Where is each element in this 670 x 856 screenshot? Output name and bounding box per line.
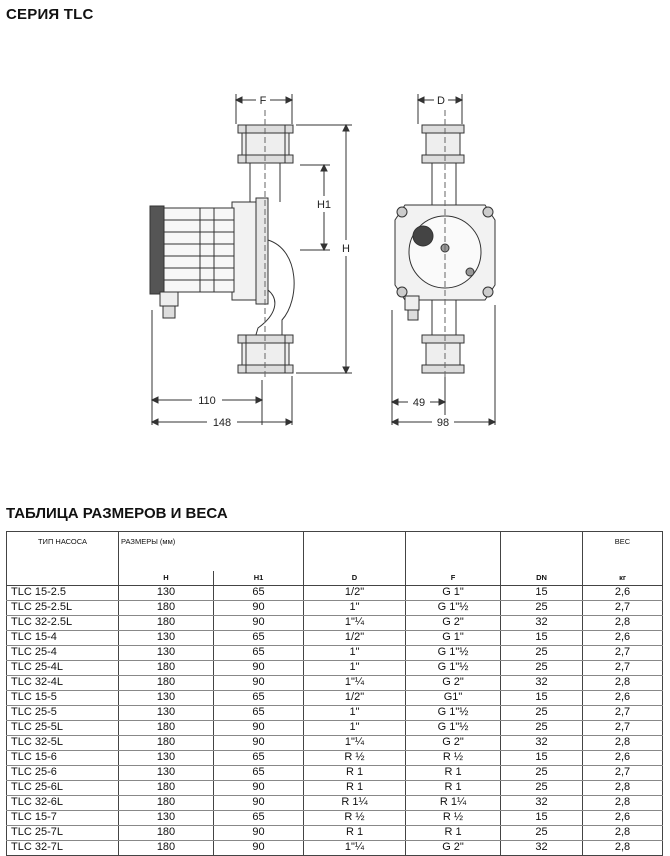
weight-cell: 2,8 (583, 840, 663, 855)
pump-type-cell: TLC 25-6 (7, 765, 119, 780)
dn-cell: 32 (501, 675, 583, 690)
weight-cell: 2,8 (583, 825, 663, 840)
dim-label-148: 148 (212, 417, 232, 429)
h1-cell: 90 (214, 840, 304, 855)
pump-type-cell: TLC 32-6L (7, 795, 119, 810)
dimensions-weight-table (6, 531, 663, 856)
f-cell: G 2" (406, 675, 501, 690)
d-cell: 1"¼ (304, 735, 406, 750)
weight-cell: 2,6 (583, 810, 663, 825)
f-cell: G 1" (406, 585, 501, 600)
pump-type-cell: TLC 15-5 (7, 690, 119, 705)
h-cell: 180 (119, 615, 214, 630)
dn-cell: 25 (501, 705, 583, 720)
d-cell: 1" (304, 720, 406, 735)
pump-type-cell: TLC 25-6L (7, 780, 119, 795)
table-title: ТАБЛИЦА РАЗМЕРОВ И ВЕСА (6, 505, 228, 522)
weight-cell: 2,7 (583, 705, 663, 720)
table-row (7, 765, 663, 780)
pump-type-cell: TLC 32-2.5L (7, 615, 119, 630)
f-cell: G 1"½ (406, 660, 501, 675)
dn-cell: 25 (501, 765, 583, 780)
dn-cell: 25 (501, 600, 583, 615)
h-cell: 130 (119, 750, 214, 765)
table-row (7, 585, 663, 600)
h-cell: 180 (119, 825, 214, 840)
weight-cell: 2,6 (583, 585, 663, 600)
weight-cell: 2,8 (583, 615, 663, 630)
h-cell: 180 (119, 795, 214, 810)
pump-type-cell: TLC 25-5L (7, 720, 119, 735)
f-cell: G 1"½ (406, 600, 501, 615)
pump-type-cell: TLC 15-7 (7, 810, 119, 825)
weight-cell: 2,7 (583, 600, 663, 615)
col-f: F (406, 571, 501, 585)
h1-cell: 65 (214, 645, 304, 660)
dn-cell: 32 (501, 735, 583, 750)
pump-type-cell: TLC 25-4L (7, 660, 119, 675)
table-row (7, 840, 663, 855)
d-cell: 1"¼ (304, 675, 406, 690)
table-row (7, 690, 663, 705)
h1-cell: 90 (214, 735, 304, 750)
h-cell: 180 (119, 735, 214, 750)
h1-cell: 65 (214, 630, 304, 645)
h-cell: 130 (119, 765, 214, 780)
table-row (7, 645, 663, 660)
h1-cell: 90 (214, 660, 304, 675)
dn-cell: 15 (501, 630, 583, 645)
f-cell: R 1 (406, 825, 501, 840)
h-cell: 130 (119, 645, 214, 660)
h1-cell: 65 (214, 765, 304, 780)
pump-type-cell: TLC 25-4 (7, 645, 119, 660)
weight-cell: 2,8 (583, 795, 663, 810)
weight-cell: 2,7 (583, 765, 663, 780)
dim-label-h1: H1 (316, 199, 332, 211)
d-cell: 1"¼ (304, 840, 406, 855)
d-cell: R ½ (304, 750, 406, 765)
f-cell: G 2" (406, 615, 501, 630)
table-row (7, 600, 663, 615)
h-cell: 180 (119, 720, 214, 735)
f-cell: G 1"½ (406, 645, 501, 660)
weight-cell: 2,6 (583, 690, 663, 705)
f-cell: G 2" (406, 735, 501, 750)
h1-cell: 90 (214, 615, 304, 630)
d-cell: R 1 (304, 825, 406, 840)
pump-type-cell: TLC 32-4L (7, 675, 119, 690)
dn-cell: 15 (501, 690, 583, 705)
dim-label-d: D (437, 95, 445, 107)
h1-cell: 65 (214, 585, 304, 600)
d-cell: R 1¼ (304, 795, 406, 810)
header-weight: ВЕС (583, 532, 663, 572)
f-cell: G 1"½ (406, 705, 501, 720)
col-kg: кг (583, 571, 663, 585)
table-row (7, 810, 663, 825)
col-d: D (304, 571, 406, 585)
d-cell: R 1 (304, 765, 406, 780)
h-cell: 130 (119, 585, 214, 600)
header-pump-type: ТИП НАСОСА (7, 532, 119, 572)
h-cell: 130 (119, 810, 214, 825)
f-cell: G 1" (406, 630, 501, 645)
weight-cell: 2,7 (583, 720, 663, 735)
dim-label-110: 110 (198, 395, 216, 407)
table-row (7, 660, 663, 675)
f-cell: R ½ (406, 750, 501, 765)
weight-cell: 2,8 (583, 780, 663, 795)
weight-cell: 2,7 (583, 660, 663, 675)
col-h: H (119, 571, 214, 585)
weight-cell: 2,8 (583, 675, 663, 690)
h1-cell: 90 (214, 720, 304, 735)
dn-cell: 32 (501, 795, 583, 810)
h-cell: 180 (119, 780, 214, 795)
table-row (7, 795, 663, 810)
d-cell: R ½ (304, 810, 406, 825)
f-cell: G 2" (406, 840, 501, 855)
table-row (7, 705, 663, 720)
table-row (7, 825, 663, 840)
h1-cell: 90 (214, 675, 304, 690)
h-cell: 130 (119, 690, 214, 705)
dim-label-f: F (259, 95, 267, 107)
pump-dimension-drawing (0, 80, 670, 440)
pump-type-cell: TLC 15-2.5 (7, 585, 119, 600)
h1-cell: 65 (214, 750, 304, 765)
d-cell: 1" (304, 600, 406, 615)
table-row (7, 630, 663, 645)
h1-cell: 90 (214, 795, 304, 810)
d-cell: 1" (304, 705, 406, 720)
col-h1: H1 (214, 571, 304, 585)
dn-cell: 15 (501, 585, 583, 600)
h-cell: 180 (119, 600, 214, 615)
d-cell: 1/2" (304, 690, 406, 705)
weight-cell: 2,7 (583, 645, 663, 660)
h1-cell: 65 (214, 705, 304, 720)
weight-cell: 2,8 (583, 735, 663, 750)
pump-side-view (150, 125, 294, 373)
h1-cell: 90 (214, 600, 304, 615)
h1-cell: 90 (214, 780, 304, 795)
dim-label-h: H (342, 243, 350, 255)
f-cell: R 1 (406, 780, 501, 795)
d-cell: 1/2" (304, 585, 406, 600)
f-cell: R 1¼ (406, 795, 501, 810)
pump-type-cell: TLC 32-5L (7, 735, 119, 750)
d-cell: 1" (304, 645, 406, 660)
pump-type-cell: TLC 15-6 (7, 750, 119, 765)
pump-type-cell: TLC 15-4 (7, 630, 119, 645)
f-cell: R ½ (406, 810, 501, 825)
pump-type-cell: TLC 25-5 (7, 705, 119, 720)
dn-cell: 25 (501, 720, 583, 735)
table-row (7, 735, 663, 750)
f-cell: R 1 (406, 765, 501, 780)
d-cell: 1/2" (304, 630, 406, 645)
pump-type-cell: TLC 25-7L (7, 825, 119, 840)
table-row (7, 615, 663, 630)
dn-cell: 15 (501, 810, 583, 825)
d-cell: R 1 (304, 780, 406, 795)
dn-cell: 25 (501, 660, 583, 675)
dn-cell: 25 (501, 645, 583, 660)
pump-type-cell: TLC 25-2.5L (7, 600, 119, 615)
weight-cell: 2,6 (583, 630, 663, 645)
dim-label-98: 98 (436, 417, 450, 429)
d-cell: 1" (304, 660, 406, 675)
series-title: СЕРИЯ TLC (6, 6, 94, 23)
dn-cell: 32 (501, 840, 583, 855)
h1-cell: 65 (214, 810, 304, 825)
f-cell: G 1"½ (406, 720, 501, 735)
col-dn: DN (501, 571, 583, 585)
weight-cell: 2,6 (583, 750, 663, 765)
h-cell: 130 (119, 630, 214, 645)
dn-cell: 32 (501, 615, 583, 630)
h-cell: 180 (119, 675, 214, 690)
dn-cell: 15 (501, 750, 583, 765)
h-cell: 130 (119, 705, 214, 720)
table-row (7, 720, 663, 735)
dn-cell: 25 (501, 780, 583, 795)
h1-cell: 65 (214, 690, 304, 705)
h-cell: 180 (119, 840, 214, 855)
table-row (7, 780, 663, 795)
f-cell: G1" (406, 690, 501, 705)
header-sizes: РАЗМЕРЫ (мм) (119, 532, 304, 572)
h-cell: 180 (119, 660, 214, 675)
h1-cell: 90 (214, 825, 304, 840)
dn-cell: 25 (501, 825, 583, 840)
pump-type-cell: TLC 32-7L (7, 840, 119, 855)
d-cell: 1"¼ (304, 615, 406, 630)
dim-label-49: 49 (412, 397, 426, 409)
table-row (7, 750, 663, 765)
table-row (7, 675, 663, 690)
